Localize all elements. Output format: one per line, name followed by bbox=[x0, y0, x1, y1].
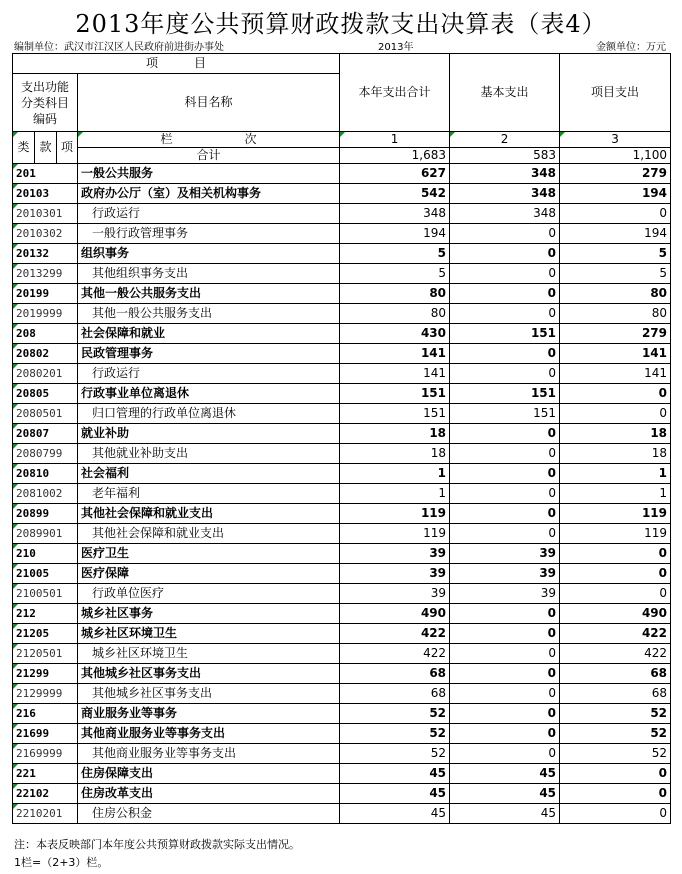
footnote-2: 1栏=（2+3）栏。 bbox=[14, 856, 109, 869]
row-code: 21205 bbox=[13, 624, 78, 644]
row-subject-name: 一般行政管理事务 bbox=[78, 224, 340, 244]
row-basic: 0 bbox=[450, 244, 560, 264]
table-row bbox=[13, 384, 671, 404]
table-row bbox=[13, 704, 671, 724]
row-subject-name: 医疗卫生 bbox=[78, 544, 340, 564]
row-project: 490 bbox=[560, 604, 671, 624]
row-total: 430 bbox=[340, 324, 450, 344]
row-code: 20802 bbox=[13, 344, 78, 364]
total-row-basic: 583 bbox=[450, 148, 560, 164]
row-code: 2129999 bbox=[13, 684, 78, 704]
table-row bbox=[13, 524, 671, 544]
row-project: 18 bbox=[560, 444, 671, 464]
row-basic: 348 bbox=[450, 184, 560, 204]
row-basic: 0 bbox=[450, 724, 560, 744]
row-subject-name: 民政管理事务 bbox=[78, 344, 340, 364]
row-project: 80 bbox=[560, 284, 671, 304]
row-basic: 348 bbox=[450, 164, 560, 184]
row-total: 490 bbox=[340, 604, 450, 624]
row-code: 201 bbox=[13, 164, 78, 184]
row-code: 212 bbox=[13, 604, 78, 624]
row-basic: 0 bbox=[450, 644, 560, 664]
row-basic: 151 bbox=[450, 404, 560, 424]
row-project: 52 bbox=[560, 744, 671, 764]
table-row bbox=[13, 484, 671, 504]
row-basic: 0 bbox=[450, 444, 560, 464]
row-project: 52 bbox=[560, 704, 671, 724]
row-total: 45 bbox=[340, 804, 450, 824]
row-project: 52 bbox=[560, 724, 671, 744]
row-total: 45 bbox=[340, 764, 450, 784]
table-row bbox=[13, 264, 671, 284]
row-subject-name: 城乡社区事务 bbox=[78, 604, 340, 624]
table-row bbox=[13, 344, 671, 364]
row-project: 0 bbox=[560, 764, 671, 784]
row-basic: 348 bbox=[450, 204, 560, 224]
row-subject-name: 其他社会保障和就业支出 bbox=[78, 504, 340, 524]
row-subject-name: 行政单位医疗 bbox=[78, 584, 340, 604]
row-subject-name: 住房公积金 bbox=[78, 804, 340, 824]
row-subject-name: 归口管理的行政单位离退休 bbox=[78, 404, 340, 424]
row-basic: 0 bbox=[450, 684, 560, 704]
table-row bbox=[13, 244, 671, 264]
row-project: 0 bbox=[560, 804, 671, 824]
row-total: 39 bbox=[340, 584, 450, 604]
row-subject-name: 商业服务业等事务 bbox=[78, 704, 340, 724]
row-subject-name: 住房改革支出 bbox=[78, 784, 340, 804]
row-basic: 0 bbox=[450, 484, 560, 504]
total-row-project: 1,100 bbox=[560, 148, 671, 164]
row-subject-name: 行政运行 bbox=[78, 364, 340, 384]
row-total: 119 bbox=[340, 524, 450, 544]
row-basic: 0 bbox=[450, 344, 560, 364]
row-total: 151 bbox=[340, 384, 450, 404]
table-row bbox=[13, 504, 671, 524]
row-basic: 0 bbox=[450, 524, 560, 544]
row-total: 39 bbox=[340, 544, 450, 564]
row-code: 21299 bbox=[13, 664, 78, 684]
row-code: 2080201 bbox=[13, 364, 78, 384]
row-subject-name: 其他社会保障和就业支出 bbox=[78, 524, 340, 544]
row-code: 20132 bbox=[13, 244, 78, 264]
subject-name-header: 科目名称 bbox=[78, 74, 340, 132]
kuan-header: 款 bbox=[35, 132, 57, 164]
row-total: 68 bbox=[340, 664, 450, 684]
column-index-label: 栏 次 bbox=[78, 132, 340, 148]
table-row bbox=[13, 764, 671, 784]
row-total: 119 bbox=[340, 504, 450, 524]
row-total: 348 bbox=[340, 204, 450, 224]
row-code: 208 bbox=[13, 324, 78, 344]
total-row-label: 合计 bbox=[78, 148, 340, 164]
row-project: 68 bbox=[560, 664, 671, 684]
row-total: 18 bbox=[340, 444, 450, 464]
row-total: 18 bbox=[340, 424, 450, 444]
row-code: 20805 bbox=[13, 384, 78, 404]
row-total: 5 bbox=[340, 244, 450, 264]
total-row-total: 1,683 bbox=[340, 148, 450, 164]
table-body bbox=[13, 164, 671, 824]
table-row bbox=[13, 424, 671, 444]
table-row bbox=[13, 284, 671, 304]
row-code: 2080501 bbox=[13, 404, 78, 424]
row-subject-name: 就业补助 bbox=[78, 424, 340, 444]
table-row bbox=[13, 184, 671, 204]
table-row bbox=[13, 724, 671, 744]
row-subject-name: 行政运行 bbox=[78, 204, 340, 224]
row-basic: 0 bbox=[450, 284, 560, 304]
row-subject-name: 社会福利 bbox=[78, 464, 340, 484]
row-code: 21699 bbox=[13, 724, 78, 744]
table-row bbox=[13, 364, 671, 384]
row-subject-name: 社会保障和就业 bbox=[78, 324, 340, 344]
row-project: 1 bbox=[560, 484, 671, 504]
row-total: 1 bbox=[340, 484, 450, 504]
table-row bbox=[13, 324, 671, 344]
row-subject-name: 医疗保障 bbox=[78, 564, 340, 584]
row-project: 0 bbox=[560, 544, 671, 564]
table-row bbox=[13, 304, 671, 324]
column-index-1: 1 bbox=[340, 132, 450, 148]
row-project: 5 bbox=[560, 264, 671, 284]
row-subject-name: 其他就业补助支出 bbox=[78, 444, 340, 464]
row-subject-name: 其他商业服务业等事务支出 bbox=[78, 724, 340, 744]
row-basic: 45 bbox=[450, 804, 560, 824]
row-basic: 151 bbox=[450, 384, 560, 404]
column-index-2: 2 bbox=[450, 132, 560, 148]
row-subject-name: 其他商业服务业等事务支出 bbox=[78, 744, 340, 764]
row-basic: 0 bbox=[450, 464, 560, 484]
row-project: 0 bbox=[560, 384, 671, 404]
table-row bbox=[13, 664, 671, 684]
row-total: 1 bbox=[340, 464, 450, 484]
row-basic: 0 bbox=[450, 364, 560, 384]
row-total: 39 bbox=[340, 564, 450, 584]
currency-unit: 金额单位：万元 bbox=[596, 42, 666, 53]
row-total: 422 bbox=[340, 624, 450, 644]
table-row bbox=[13, 644, 671, 664]
footnote-1: 注：本表反映部门本年度公共预算财政拨款实际支出情况。 bbox=[14, 838, 300, 851]
row-project: 119 bbox=[560, 504, 671, 524]
col-project-header: 项目支出 bbox=[560, 54, 671, 132]
row-project: 279 bbox=[560, 324, 671, 344]
row-total: 422 bbox=[340, 644, 450, 664]
row-project: 119 bbox=[560, 524, 671, 544]
table-row bbox=[13, 444, 671, 464]
row-code: 2089901 bbox=[13, 524, 78, 544]
lei-header: 类 bbox=[13, 132, 35, 164]
table-row bbox=[13, 784, 671, 804]
budget-table bbox=[12, 53, 671, 824]
row-subject-name: 其他一般公共服务支出 bbox=[78, 284, 340, 304]
row-project: 18 bbox=[560, 424, 671, 444]
row-total: 52 bbox=[340, 704, 450, 724]
row-subject-name: 城乡社区环境卫生 bbox=[78, 644, 340, 664]
row-total: 141 bbox=[340, 344, 450, 364]
row-basic: 45 bbox=[450, 764, 560, 784]
row-total: 141 bbox=[340, 364, 450, 384]
row-subject-name: 其他一般公共服务支出 bbox=[78, 304, 340, 324]
table-row bbox=[13, 584, 671, 604]
row-project: 80 bbox=[560, 304, 671, 324]
row-project: 141 bbox=[560, 364, 671, 384]
row-code: 20810 bbox=[13, 464, 78, 484]
row-total: 52 bbox=[340, 724, 450, 744]
row-total: 5 bbox=[340, 264, 450, 284]
row-total: 45 bbox=[340, 784, 450, 804]
row-project: 141 bbox=[560, 344, 671, 364]
footnotes bbox=[14, 836, 300, 872]
row-subject-name: 政府办公厅（室）及相关机构事务 bbox=[78, 184, 340, 204]
row-basic: 0 bbox=[450, 744, 560, 764]
row-subject-name: 一般公共服务 bbox=[78, 164, 340, 184]
row-code: 221 bbox=[13, 764, 78, 784]
row-project: 0 bbox=[560, 204, 671, 224]
row-subject-name: 城乡社区环境卫生 bbox=[78, 624, 340, 644]
table-row bbox=[13, 204, 671, 224]
row-basic: 0 bbox=[450, 604, 560, 624]
row-basic: 0 bbox=[450, 704, 560, 724]
row-basic: 0 bbox=[450, 224, 560, 244]
page-title: 2013年度公共预算财政拨款支出决算表（表4） bbox=[75, 10, 607, 38]
col-basic-header: 基本支出 bbox=[450, 54, 560, 132]
row-code: 2169999 bbox=[13, 744, 78, 764]
func-code-header: 支出功能分类科目编码 bbox=[13, 74, 78, 132]
row-subject-name: 其他城乡社区事务支出 bbox=[78, 664, 340, 684]
row-total: 542 bbox=[340, 184, 450, 204]
row-code: 2019999 bbox=[13, 304, 78, 324]
row-basic: 39 bbox=[450, 584, 560, 604]
row-subject-name: 行政事业单位离退休 bbox=[78, 384, 340, 404]
row-code: 2013299 bbox=[13, 264, 78, 284]
row-basic: 45 bbox=[450, 784, 560, 804]
row-basic: 0 bbox=[450, 664, 560, 684]
row-total: 627 bbox=[340, 164, 450, 184]
row-code: 2010301 bbox=[13, 204, 78, 224]
row-project: 0 bbox=[560, 584, 671, 604]
row-subject-name: 组织事务 bbox=[78, 244, 340, 264]
table-row bbox=[13, 744, 671, 764]
row-code: 216 bbox=[13, 704, 78, 724]
row-basic: 39 bbox=[450, 544, 560, 564]
row-total: 80 bbox=[340, 304, 450, 324]
row-project: 0 bbox=[560, 404, 671, 424]
row-project: 194 bbox=[560, 184, 671, 204]
row-code: 2080799 bbox=[13, 444, 78, 464]
table-row bbox=[13, 804, 671, 824]
table-row bbox=[13, 224, 671, 244]
row-basic: 0 bbox=[450, 424, 560, 444]
row-code: 2120501 bbox=[13, 644, 78, 664]
table-row bbox=[13, 624, 671, 644]
report-year: 2013年 bbox=[378, 42, 414, 53]
table-row bbox=[13, 464, 671, 484]
row-subject-name: 老年福利 bbox=[78, 484, 340, 504]
row-code: 20807 bbox=[13, 424, 78, 444]
row-project: 279 bbox=[560, 164, 671, 184]
project-header: 项 目 bbox=[13, 54, 340, 74]
row-subject-name: 其他组织事务支出 bbox=[78, 264, 340, 284]
row-subject-name: 住房保障支出 bbox=[78, 764, 340, 784]
xiang-header: 项 bbox=[57, 132, 78, 164]
row-code: 20103 bbox=[13, 184, 78, 204]
row-code: 22102 bbox=[13, 784, 78, 804]
row-code: 20199 bbox=[13, 284, 78, 304]
table-row bbox=[13, 684, 671, 704]
row-total: 194 bbox=[340, 224, 450, 244]
row-project: 1 bbox=[560, 464, 671, 484]
row-code: 2210201 bbox=[13, 804, 78, 824]
row-basic: 0 bbox=[450, 504, 560, 524]
row-code: 2081002 bbox=[13, 484, 78, 504]
row-code: 2100501 bbox=[13, 584, 78, 604]
table-row bbox=[13, 544, 671, 564]
table-row bbox=[13, 404, 671, 424]
col-total-header: 本年支出合计 bbox=[340, 54, 450, 132]
row-subject-name: 其他城乡社区事务支出 bbox=[78, 684, 340, 704]
row-total: 52 bbox=[340, 744, 450, 764]
row-project: 0 bbox=[560, 564, 671, 584]
row-basic: 151 bbox=[450, 324, 560, 344]
row-basic: 0 bbox=[450, 624, 560, 644]
row-project: 68 bbox=[560, 684, 671, 704]
row-project: 0 bbox=[560, 784, 671, 804]
row-basic: 39 bbox=[450, 564, 560, 584]
row-basic: 0 bbox=[450, 304, 560, 324]
row-code: 21005 bbox=[13, 564, 78, 584]
row-basic: 0 bbox=[450, 264, 560, 284]
row-code: 2010302 bbox=[13, 224, 78, 244]
row-project: 194 bbox=[560, 224, 671, 244]
row-code: 20899 bbox=[13, 504, 78, 524]
row-total: 80 bbox=[340, 284, 450, 304]
table-row bbox=[13, 604, 671, 624]
table-row bbox=[13, 164, 671, 184]
row-total: 151 bbox=[340, 404, 450, 424]
row-project: 422 bbox=[560, 624, 671, 644]
table-row bbox=[13, 564, 671, 584]
row-project: 5 bbox=[560, 244, 671, 264]
row-project: 422 bbox=[560, 644, 671, 664]
row-total: 68 bbox=[340, 684, 450, 704]
column-index-3: 3 bbox=[560, 132, 671, 148]
reporting-unit: 编制单位：武汉市江汉区人民政府前进街办事处 bbox=[14, 42, 224, 53]
row-code: 210 bbox=[13, 544, 78, 564]
